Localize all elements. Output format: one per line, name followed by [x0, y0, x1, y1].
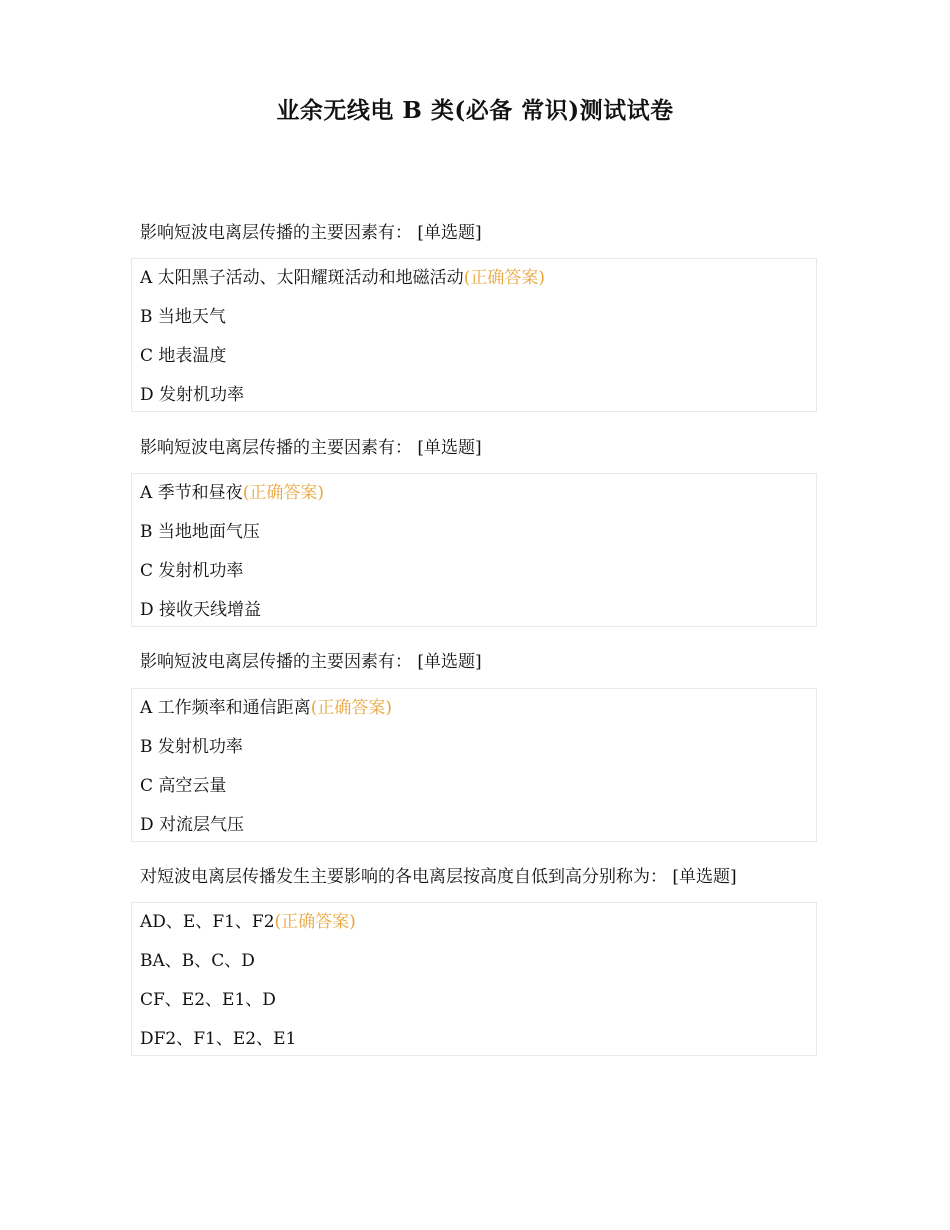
option-label: A 季节和昼夜	[140, 483, 243, 503]
question-2-text: 影响短波电离层传播的主要因素有： [单选题]	[140, 438, 482, 458]
question-4-option-d: DF2、F1、E2、E1	[140, 1029, 297, 1049]
correct-answer-marker: (正确答案)	[274, 912, 356, 932]
question-4-option-a	[140, 911, 356, 933]
question-2-options	[131, 473, 817, 627]
question-1-option-c: C 地表温度	[140, 346, 227, 366]
question-4-text: 对短波电离层传播发生主要影响的各电离层按高度自低到高分别称为： [单选题]	[140, 867, 737, 887]
question-2-option-d: D 接收天线增益	[140, 600, 262, 620]
question-1-option-a	[140, 267, 545, 289]
option-label: A 太阳黑子活动、太阳耀斑活动和地磁活动	[140, 268, 464, 288]
question-4-option-c: CF、E2、E1、D	[140, 990, 276, 1010]
question-3-option-c: C 高空云量	[140, 776, 227, 796]
question-1-text: 影响短波电离层传播的主要因素有： [单选题]	[140, 223, 482, 243]
question-2-option-c: C 发射机功率	[140, 561, 244, 581]
question-3-text: 影响短波电离层传播的主要因素有： [单选题]	[140, 652, 482, 672]
option-label: AD、E、F1、F2	[140, 912, 275, 932]
question-2-option-b: B 当地地面气压	[140, 522, 260, 542]
question-3-option-a	[140, 697, 392, 719]
correct-answer-marker: (正确答案)	[463, 268, 545, 288]
question-3-option-b: B 发射机功率	[140, 737, 243, 757]
option-label: A 工作频率和通信距离	[140, 698, 311, 718]
question-3-option-d: D 对流层气压	[140, 815, 245, 835]
question-4-option-b: BA、B、C、D	[140, 951, 255, 971]
page-title: 业余无线电 B 类(必备 常识)测试试卷	[276, 97, 674, 124]
question-2-option-a	[140, 482, 324, 504]
correct-answer-marker: (正确答案)	[310, 698, 392, 718]
question-3-options	[131, 688, 817, 842]
question-1-option-b: B 当地天气	[140, 307, 226, 327]
question-4-options	[131, 902, 817, 1056]
correct-answer-marker: (正确答案)	[242, 483, 324, 503]
question-1-option-d: D 发射机功率	[140, 385, 245, 405]
question-1-options	[131, 258, 817, 412]
